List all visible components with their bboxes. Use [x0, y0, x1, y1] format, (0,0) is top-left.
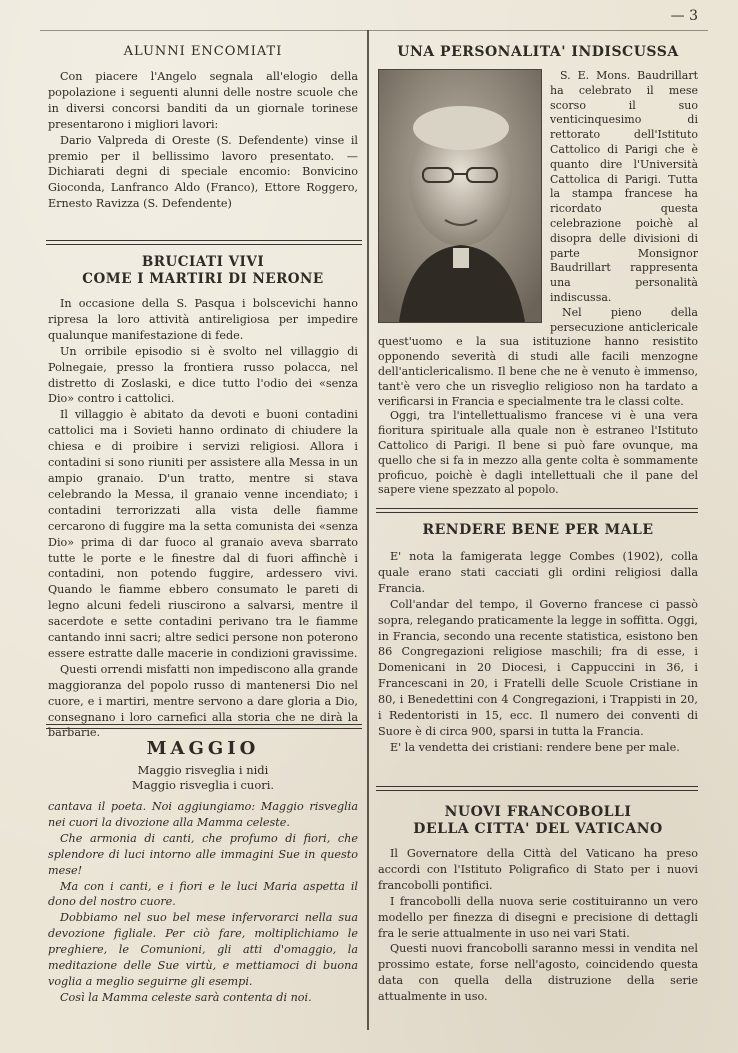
portrait-illustration — [379, 70, 541, 322]
section-rule — [46, 240, 362, 245]
article-paragraph: Ma con i canti, e i fiori e le luci Maria aspetta il dono del nostro cuore. — [48, 879, 358, 909]
article-subtitle: DELLA CITTA' DEL VATICANO — [413, 821, 663, 837]
article-paragraph: Oggi, tra l'intellettualismo francese vi è una vera fioritura spirituale alla quale non è estraneo l'Istituto Cattolico di Parigi. Il bene si può fare ovunque, ma quello che si fa in mezzo alla gente colta è sommamente proficuo, poichè è dagli intellettuali che il pane del sapere viene spezzato al popolo. — [378, 409, 698, 497]
article-paragraph: E' nota la famigerata legge Combes (1902), colla quale erano stati cacciati gli ordini religiosi dalla Francia. — [378, 550, 698, 595]
article-paragraph: Un orribile episodio si è svolto nel villaggio di Polnegaie, presso la frontiera russo polacca, nel distretto di Zoslaski, e dice tutto l'odio dei «senza Dio» contro i cattolici. — [48, 344, 358, 406]
column-divider — [367, 30, 369, 1030]
article-paragraph: Questi orrendi misfatti non impediscono alla grande maggioranza del popolo russo di mantenersi Dio nel cuore, e i martiri, mentre servono a dare gloria a Dio, consegnano i loro carnefici alla storia che ne dirà la barbarie. — [48, 662, 358, 740]
article-paragraph: E' la vendetta dei cristiani: rendere bene per male. — [390, 740, 680, 754]
article-alunni — [48, 44, 358, 234]
article-title: UNA PERSONALITA' INDISCUSSA — [397, 44, 679, 60]
article-paragraph: Con piacere l'Angelo segnala all'elogio della popolazione i seguenti alunni delle nostre scuole che in diversi concorsi banditi da un giornale torinese presentarono i migliori lavori: — [48, 70, 358, 131]
article-paragraph: Il villaggio è abitato da devoti e buoni contadini cattolici ma i Sovieti hanno ordinato di chiudere la chiesa e di proibire i servizi religiosi. Allora i contadini si sono riuniti per assistere alla Messa in un ampio granaio. D'un tratto, mentre si stava celebrando la Messa, il granaio venne incendiato; i contadini terrorizzati alla vista delle fiamme cercarono di fuggire ma la setta comunista dei «senza Dio» prima di dar fuoco al granaio aveva sbarrato tutte le porte e le finestre dal di fuori affinchè i contadini, non potendo fuggire, ardessero vivi. Quando le fiamme ebbero consumato le pareti di legno alcuni fedeli riuscirono a salvarsi, mentre il sacerdote e sette contadini perivano tra le fiamme cantando inni sacri; altre sedici persone non poterono essere estratte dalle macerie in condizioni gravissime. — [48, 408, 358, 660]
article-rendere — [378, 522, 698, 774]
article-title: RENDERE BENE PER MALE — [422, 522, 654, 538]
article-paragraph: Dario Valpreda di Oreste (S. Defendente) vinse il premio per il bellissimo lavoro presentato. — Dichiarati degni di speciale encomio: Bonvicino Gioconda, Lanfranco Aldo (Franco), Ettore Roggero, Ernesto Ravizza (S. Defendente) — [48, 133, 358, 211]
verse-line: Maggio risveglia i cuori. — [131, 778, 275, 792]
article-francobolli — [378, 804, 698, 1004]
verse — [48, 763, 358, 793]
article-subtitle: COME I MARTIRI DI NERONE — [82, 271, 324, 287]
article-title: BRUCIATI VIVI — [141, 254, 265, 270]
article-maggio — [48, 738, 358, 1004]
page-number: — 3 — [670, 8, 698, 24]
article-paragraph: In occasione della S. Pasqua i bolscevichi hanno ripresa la loro attività antireligiosa per impedire qualunque manifestazione di fede. — [48, 297, 358, 342]
article-paragraph: Il Governatore della Città del Vaticano ha preso accordi con l'Istituto Poligrafico di Stato per i nuovi francobolli pontifici. — [378, 847, 698, 892]
article-personalita — [378, 44, 698, 500]
article-paragraph: Dobbiamo nel suo bel mese infervorarci nella sua devozione figliale. Per ciò fare, moltiplichiamo le preghiere, le Comunioni, gli atti d'omaggio, la meditazione delle Sue virtù, e mettiamoci di buona voglia a meglio seguirne gli esempi. — [48, 911, 358, 988]
verse-line: Maggio risveglia i nidi — [137, 763, 269, 777]
section-rule — [376, 786, 698, 791]
article-title: MAGGIO — [146, 738, 260, 759]
portrait-photo — [378, 69, 542, 323]
article-paragraph: cantava il poeta. Noi aggiungiamo: Maggio risveglia nei cuori la divozione alla Mamma celeste. — [48, 800, 358, 829]
section-rule — [376, 508, 698, 513]
article-paragraph: Nel pieno della persecuzione anticlericale quest'uomo e la sua istituzione hanno resistito opponendo severità di studi alle facili menzogne dell'anticlericalismo. Il bene che ne è venuto è immenso, tant'è vero che un risveglio religioso non ha tardato a verificarsi in Francia e specialmente tra le classi colte. — [378, 305, 698, 408]
article-paragraph: Che armonia di canti, che profumo di fiori, che splendore di luci intorno alle immagini Sue in questo mese! — [48, 831, 358, 877]
article-paragraph: I francobolli della nuova serie costituiranno un vero modello per finezza di disegni e precisione di dettagli fra le serie attualmente in uso nei vari Stati. — [378, 894, 698, 940]
article-paragraph: Coll'andar del tempo, il Governo francese ci passò sopra, relegando praticamente la legge in soffitta. Oggi, in Francia, secondo una recente statistica, esistono ben 86 Congregazioni religiose maschili; fra di esse, i Domenicani in 20 Diocesi, i Cappuccini in 36, i Francescani in 20, i Fratelli delle Scuole Cristiane in 80, i Benedettini con 4 Congregazioni, i Trappisti in 20, i Redentoristi in 15, ecc. Il numero dei conventi di Suore è di circa 900, sparsi in tutta la Francia. — [378, 597, 698, 738]
article-paragraph: S. E. Mons. Baudrillart ha celebrato il mese scorso il suo venticinquesimo di rettorato dell'Istituto Cattolico di Parigi che è quanto dire l'Università Cattolica di Parigi. Tutta la stampa francese ha ricordato questa celebrazione poichè al disopra delle divisioni di parte Monsignor Baudrillart rappresenta una personalità indiscussa. — [550, 69, 698, 304]
article-paragraph: Così la Mamma celeste sarà contenta di noi. — [60, 990, 312, 1004]
article-paragraph: Questi nuovi francobolli saranno messi in vendita nel prossimo estate, forse nell'agosto, coincidendo questa data con quella della distruzione della serie attualmente in uso. — [378, 942, 698, 1004]
section-rule — [46, 724, 362, 729]
article-bruciati — [48, 254, 358, 740]
article-title: ALUNNI ENCOMIATI — [123, 44, 283, 59]
top-rule — [40, 30, 708, 31]
article-title: NUOVI FRANCOBOLLI — [444, 804, 632, 820]
